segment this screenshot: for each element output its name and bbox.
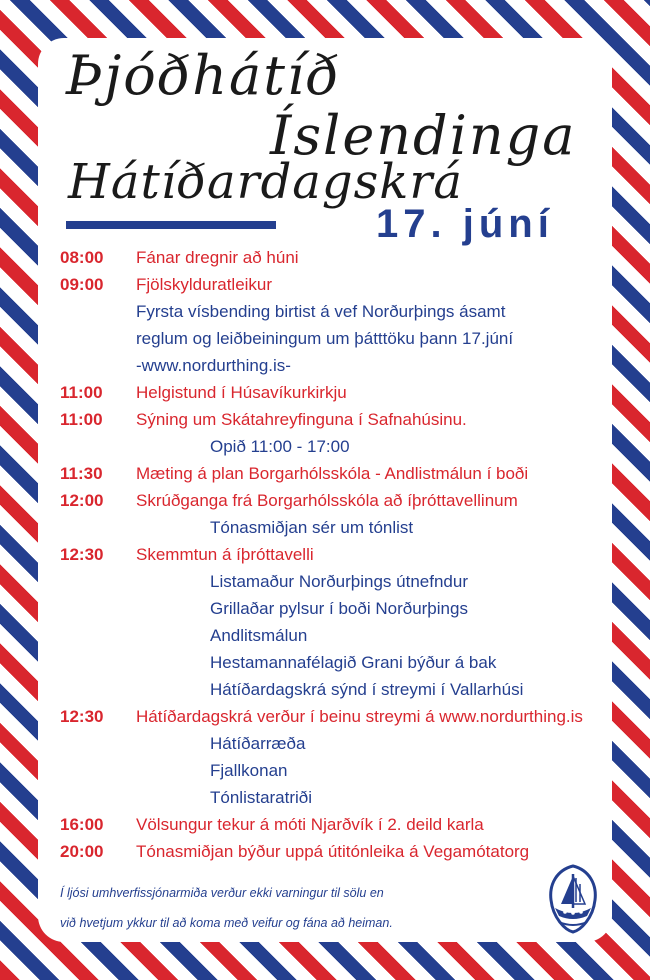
title-divider: [66, 221, 276, 229]
event-title: Sýning um Skátahreyfinguna í Safnahúsinu.: [136, 410, 467, 429]
schedule-item: [60, 271, 608, 298]
event-time: 16:00: [60, 815, 104, 834]
title-line-1: Þjóðhátíð: [66, 44, 341, 107]
event-detail: Tónlistaratriði: [210, 788, 313, 807]
event-detail: Hestamannafélagið Grani býður á bak: [210, 653, 497, 672]
event-detail-row: [60, 568, 608, 595]
event-time: 08:00: [60, 248, 104, 267]
event-date: 17. júní: [376, 202, 554, 246]
event-time: 11:30: [60, 464, 103, 483]
event-detail-row: [60, 352, 608, 379]
event-time: 12:00: [60, 491, 104, 510]
event-detail-row: [60, 784, 608, 811]
event-title: Skrúðganga frá Borgarhólsskóla að íþróttavellinum: [136, 491, 518, 510]
poster-card: [38, 38, 612, 942]
schedule-list: [60, 244, 608, 865]
event-title: Völsungur tekur á móti Njarðvík í 2. deild karla: [136, 815, 484, 834]
event-detail-row: [60, 595, 608, 622]
event-time: 12:30: [60, 707, 104, 726]
event-detail: Fyrsta vísbending birtist á vef Norðurþings ásamt: [136, 302, 506, 321]
event-title: Skemmtun á íþróttavelli: [136, 545, 314, 564]
event-detail: Hátíðarræða: [210, 734, 306, 753]
schedule-item: [60, 811, 608, 838]
schedule-item: [60, 460, 608, 487]
event-detail-row: [60, 433, 608, 460]
event-title: Hátíðardagskrá verður í beinu streymi á www.nordurthing.is: [136, 707, 583, 726]
event-detail: Grillaðar pylsur í boði Norðurþings: [210, 599, 468, 618]
event-time: 12:30: [60, 545, 104, 564]
event-detail: Andlitsmálun: [210, 626, 308, 645]
event-detail: Hátíðardagskrá sýnd í streymi í Vallarhúsi: [210, 680, 524, 699]
event-time: 20:00: [60, 842, 104, 861]
event-time: 11:00: [60, 383, 103, 402]
event-time: 11:00: [60, 410, 103, 429]
event-time: 09:00: [60, 275, 104, 294]
title-line-2: Íslendinga: [270, 104, 577, 167]
schedule-item: [60, 244, 608, 271]
event-detail-row: [60, 325, 608, 352]
schedule-item: [60, 379, 608, 406]
event-title: Mæting á plan Borgarhólsskóla - Andlistmálun í boði: [136, 464, 529, 483]
event-title: Helgistund í Húsavíkurkirkju: [136, 383, 347, 402]
event-detail: Listamaður Norðurþings útnefndur: [210, 572, 468, 591]
footer-note: [60, 878, 393, 938]
event-detail: Opið 11:00 - 17:00: [210, 437, 350, 456]
event-detail-row: [60, 676, 608, 703]
event-title: Fánar dregnir að húni: [136, 248, 299, 267]
schedule-item: [60, 541, 608, 568]
event-detail: Tónasmiðjan sér um tónlist: [210, 518, 414, 537]
viking-ship-logo-icon: [543, 864, 603, 934]
event-detail: reglum og leiðbeiningum um þátttöku þann 17.júní: [136, 329, 514, 348]
event-detail: -www.nordurthing.is-: [136, 356, 291, 375]
event-detail-row: [60, 514, 608, 541]
event-detail: Fjallkonan: [210, 761, 288, 780]
event-detail-row: [60, 757, 608, 784]
event-detail-row: [60, 649, 608, 676]
schedule-item: [60, 703, 608, 730]
event-detail-row: [60, 730, 608, 757]
event-detail-row: [60, 622, 608, 649]
title-line-3: Hátíðardagskrá: [68, 154, 463, 210]
footer-line-2: við hvetjum ykkur til að koma með veifur og fána að heiman.: [60, 916, 393, 930]
event-title: Tónasmiðjan býður uppá útitónleika á Vegamótatorg: [136, 842, 530, 861]
schedule-item: [60, 487, 608, 514]
event-detail-row: [60, 298, 608, 325]
schedule-item: [60, 838, 608, 865]
schedule-item: [60, 406, 608, 433]
event-title: Fjölskylduratleikur: [136, 275, 273, 294]
footer-line-1: Í ljósi umhverfissjónarmiða verður ekki varningur til sölu en: [60, 886, 384, 900]
